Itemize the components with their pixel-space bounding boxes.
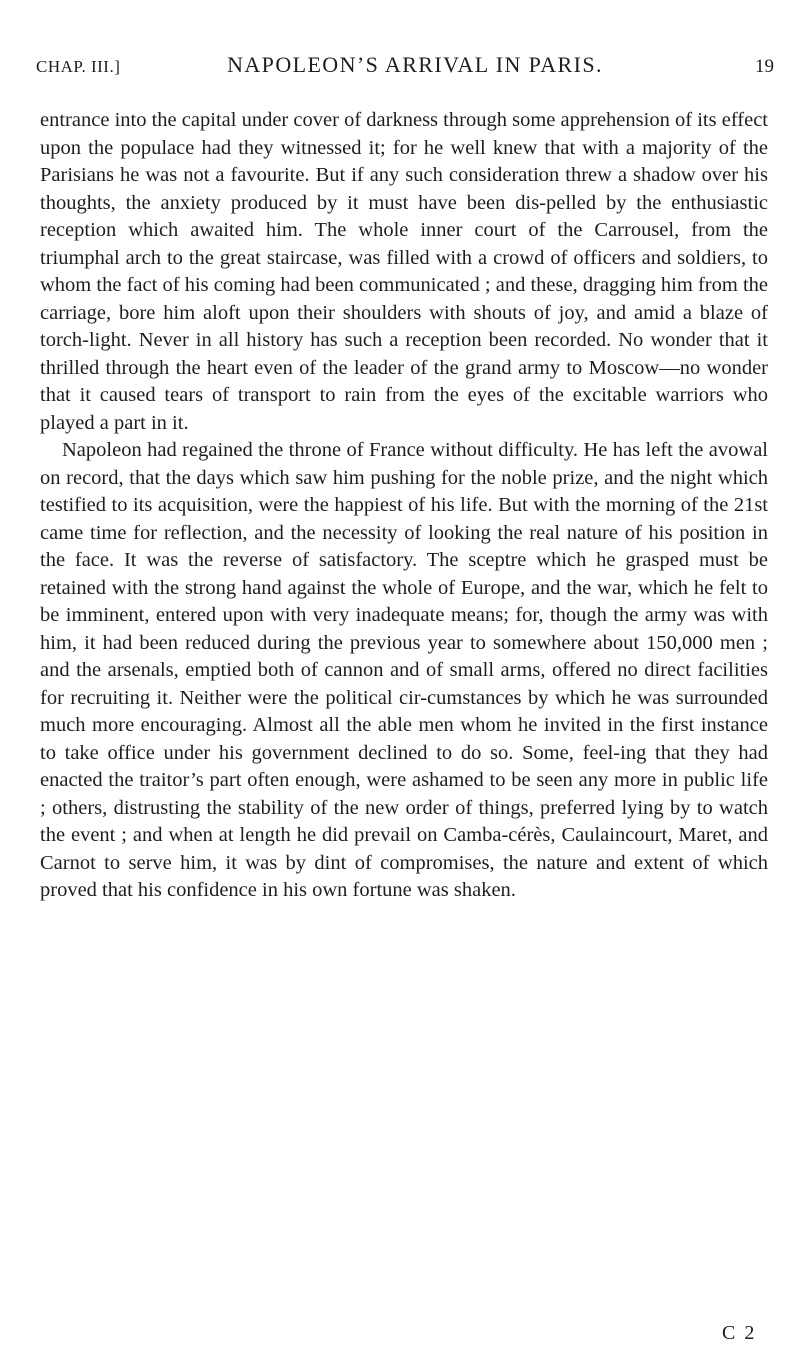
body-text	[40, 107, 768, 905]
printer-signature-mark: C 2	[722, 1322, 757, 1344]
book-page	[36, 0, 782, 1362]
chapter-reference: CHAP. III.]	[36, 57, 121, 76]
paragraph: Napoleon had regained the throne of France without difficulty. He has left the avowal on record, that the days which saw him pushing for the noble prize, and the night which testified to its acquisition, were the happiest of his life. But with the morning of the 21st came time for reflection, and the necessity of looking the real nature of his position in the face. It was the reverse of satisfactory. The sceptre which he grasped must be retained with the strong hand against the whole of Europe, and the war, which he felt to be imminent, entered upon with very inadequate means; for, though the army was with him, it had been reduced during the previous year to somewhere about 150,000 men ; and the arsenals, emptied both of cannon and of small arms, offered no direct facilities for recruiting it. Neither were the political cir-cumstances by which he was surrounded much more encouraging. Almost all the able men whom he invited in the first instance to take office under his government declined to do so. Some, feel-ing that they had enacted the traitor’s part often enough, were ashamed to be seen any more in public life ; others, distrusting the stability of the new order of things, preferred lying by to watch the event ; and when at length he did prevail on Camba-cérès, Caulaincourt, Maret, and Carnot to serve him, it was by dint of compromises, the nature and extent of which proved that his confidence in his own fortune was shaken.	[40, 439, 768, 901]
running-title: NAPOLEON’S ARRIVAL IN PARIS.	[227, 52, 603, 77]
paragraph: entrance into the capital under cover of darkness through some apprehension of its effect upon the populace had they witnessed it; for he well knew that with a majority of the Parisians he was not a favourite. But if any such consideration threw a shadow over his thoughts, the anxiety produced by it must have been dis-pelled by the enthusiastic reception which awaited him. The whole inner court of the Carrousel, from the triumphal arch to the great staircase, was filled with a crowd of officers and soldiers, to whom the fact of his coming had been communicated ; and these, dragging him from the carriage, bore him aloft upon their shoulders with shouts of joy, and amid a blaze of torch-light. Never in all history has such a reception been recorded. No wonder that it thrilled through the heart even of the leader of the grand army to Moscow—no wonder that it caused tears of transport to rain from the eyes of the excitable warriors who played a part in it.	[40, 109, 768, 434]
page-number: 19	[755, 56, 774, 77]
running-header	[36, 52, 782, 80]
